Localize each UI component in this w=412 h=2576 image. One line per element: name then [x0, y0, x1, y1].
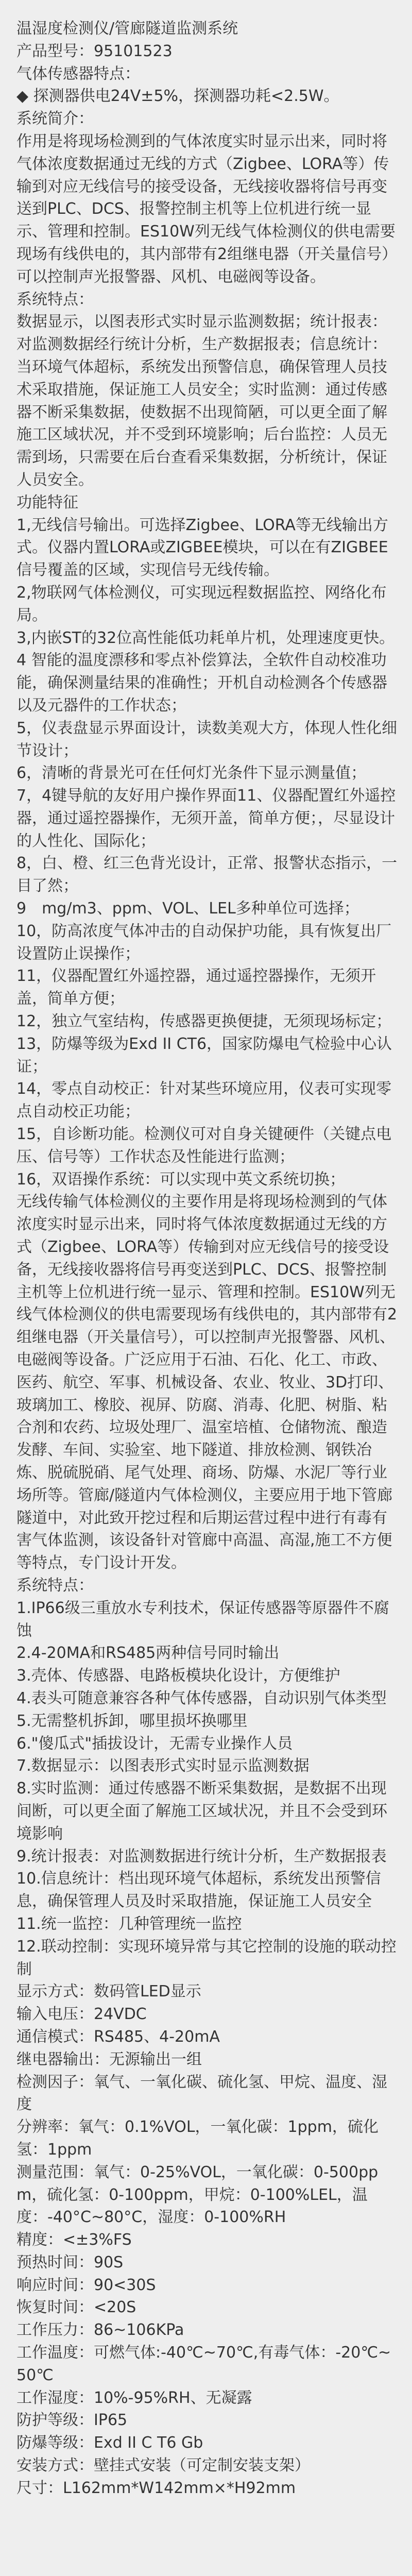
paragraph-37: 10.信息统计：档出现环境气体超标，系统发出预警信息，确保管理人员及时采取措施，保证施工人员安全: [16, 1870, 381, 1911]
paragraph-27: 系统特点：: [16, 1576, 94, 1595]
paragraph-57: 尺寸：L162mm*W142mm×*H92mm: [16, 2479, 296, 2497]
paragraph-3: 气体传感器特点：: [16, 64, 140, 83]
paragraph-22: 13，防爆等级为Exd II CT6，国家防爆电气检验中心认证；: [16, 1035, 392, 1076]
paragraph-46: 测量范围：氧气：0-25%VOL，一氧化碳：0-500ppm，硫化氢：0-100ppm，甲烷：0-100%LEL，温度：-40°C~80°C，湿度：0-100%RH: [16, 2163, 379, 2227]
paragraph-28: 1.IP66级三重放水专利技术，保证传感器等原器件不腐蚀: [16, 1599, 389, 1640]
paragraph-30: 3.壳体、传感器、电路板模块化设计，方便维护: [16, 1667, 340, 1685]
paragraph-5: 系统简介：: [16, 110, 94, 128]
paragraph-10: 1,无线信号输出。可选择Zigbee、LORA等无线输出方式。仪器内置LORA或ZIGBEE模块，可以在有ZIGBEE信号覆盖的区域，实现信号无线传输。: [16, 516, 388, 580]
paragraph-51: 工作压力：86~106KPa: [16, 2321, 184, 2340]
paragraph-33: 6."傻瓜式"插拔设计，无需专业操作人员: [16, 1734, 293, 1753]
paragraph-7: 系统特点：: [16, 290, 94, 309]
paragraph-25: 16，双语操作系统：可以实现中英文系统切换；: [16, 1170, 346, 1189]
paragraph-36: 9.统计报表：对监测数据进行统计分析，生产数据报表: [16, 1847, 387, 1866]
paragraph-11: 2,物联网气体检测仪，可实现远程数据监控、网络化布局。: [16, 583, 387, 624]
paragraph-15: 6，清晰的背景光可在任何灯光条件下显示测量值；: [16, 764, 367, 783]
paragraph-9: 功能特征: [16, 493, 78, 512]
paragraph-18: 9 mg/m3、ppm、VOL、LEL多种单位可选择；: [16, 900, 359, 918]
paragraph-56: 安装方式：壁挂式安装（可定制安装支架）: [16, 2456, 310, 2475]
paragraph-1: 温湿度检测仪/管廊隧道监测系统: [16, 20, 238, 38]
paragraph-29: 2.4-20MA和RS485两种信号同时输出: [16, 1644, 280, 1663]
paragraph-45: 分辨率：氧气：0.1%VOL，一氧化碳：1ppm，硫化氢：1ppm: [16, 2118, 379, 2159]
paragraph-26: 无线传输气体检测仪的主要作用是将现场检测到的气体浓度实时显示出来，同时将气体浓度数据通过无线的方式（Zigbee、LORA等）传输到对应无线信号的接受设备，无线接收器将信号再变送到PLC、DCS、报警控制主机等上位机进行统一显示、管理和控制。ES10W列无线气体检测仪的供电需要现场有线供电的，其内部带有2组继电器（开关量信号），可以控制声光报警器、风机、电磁阀等设备。广泛应用于石油、石化、化工、市政、医药、航空、军事、机械设备、农业、牧业、3D打印、玻璃加工、橡胶、视屏、防腐、消毒、化肥、树脂、粘合剂和农药、垃圾处理厂、温室培植、仓储物流、酿造发酵、车间、实验室、地下隧道、排放检测、钢铁冶炼、脱硫脱硝、尾气处理、商场、防爆、水泥厂等行业场所等。管廊/隧道内气体检测仪，主要应用于地下管廊隧道中，对此致开挖过程和后期运营过程中进行有毒有害气体监测，该设备针对管廊中高温、高湿,施工不方便等特点，专门设计开发。: [16, 1193, 398, 1572]
paragraph-50: 恢复时间：<20S: [16, 2298, 136, 2317]
paragraph-41: 输入电压：24VDC: [16, 2005, 147, 2024]
paragraph-13: 4 智能的温度漂移和零点补偿算法，全软件自动校准功能，确保测量结果的准确性；开机自动检测各个传感器以及元器件的工作状态；: [16, 651, 387, 715]
paragraph-55: 防爆等级：Exd II C T6 Gb: [16, 2434, 203, 2452]
paragraph-49: 响应时间：90<30S: [16, 2276, 156, 2294]
paragraph-54: 防护等级：IP65: [16, 2411, 128, 2430]
paragraph-24: 15，自诊断功能。检测仪可对自身关键硬件（关键点电压、信号等）工作状态及性能进行监测；: [16, 1125, 392, 1166]
paragraph-43: 继电器输出：无源输出一组: [16, 2050, 202, 2069]
paragraph-39: 12.联动控制：实现环境异常与其它控制的设施的联动控制: [16, 1937, 397, 1978]
paragraph-16: 7，4键导航的友好用户操作界面11、仪器配置红外遥控器，通过遥控器操作，无须开盖，简单方便；，尽显设计的人性化、国际化；: [16, 787, 396, 850]
paragraph-31: 4.表头可随意兼容各种气体传感器，自动识别气体类型: [16, 1689, 387, 1707]
paragraph-32: 5.无需整机拆卸，哪里损坏换哪里: [16, 1711, 248, 1730]
paragraph-6: 作用是将现场检测到的气体浓度实时显示出来，同时将气体浓度数据通过无线的方式（Zigbee、LORA等）传输到对应无线信号的接受设备，无线接收器将信号再变送到PLC、DCS、报警控制主机等上位机进行统一显示、管理和控制。ES10W列无线气体检测仪的供电需要现场有线供电的，其内部带有2组继电器（开关量信号）可以控制声光报警器、风机、电磁阀等设备。: [16, 132, 398, 286]
paragraph-4: ◆ 探测器供电24V±5%，探测器功耗<2.5W。: [16, 87, 339, 106]
paragraph-2: 产品型号：95101523: [16, 42, 173, 60]
paragraph-8: 数据显示，以图表形式实时显示监测数据；统计报表：对监测数据经行统计分析，生产数据报表；信息统计：当环境气体超标，系统发出预警信息，确保管理人员技术采取措施，保证施工人员安全；实时监测：通过传感器不断采集数据，使数据不出现简陋，可以更全面了解施工区域状况，并不受到环境影响；后台监控：人员无需到场，只需要在后台查看采集数据，分析统计，保证人员安全。: [16, 313, 387, 489]
paragraph-17: 8，白、橙、红三色背光设计，正常、报警状态指示，一目了然；: [16, 854, 398, 895]
paragraph-34: 7.数据显示：以图表形式实时显示监测数据: [16, 1757, 310, 1775]
paragraph-48: 预热时间：90S: [16, 2253, 124, 2272]
paragraph-14: 5，仪表盘显示界面设计，读数美观大方，体现人性化细节设计；: [16, 719, 398, 760]
paragraph-21: 12，独立气室结构，传感器更换便捷，无须现场标定；: [16, 1012, 392, 1031]
paragraph-35: 8.实时监测：通过传感器不断采集数据，是数据不出现间断，可以更全面了解施工区域状况，并且不会受到环境影响: [16, 1780, 387, 1843]
paragraph-20: 11，仪器配置红外遥控器，通过遥控器操作，无须开盖，简单方便；: [16, 967, 376, 1008]
paragraph-12: 3,内嵌ST的32位高性能低功耗单片机，处理速度更快。: [16, 629, 395, 647]
paragraph-40: 显示方式：数码管LED显示: [16, 1982, 201, 2001]
paragraph-19: 10，防高浓度气体冲击的自动保护功能，具有恢复出厂设置防止误操作；: [16, 922, 392, 963]
paragraph-38: 11.统一监控：几种管理统一监控: [16, 1914, 242, 1933]
paragraph-44: 检测因子：氧气、一氧化碳、硫化氢、甲烷、温度、湿度: [16, 2073, 387, 2114]
paragraph-52: 工作温度：可燃气体:-40℃~70℃,有毒气体：-20℃~50℃: [16, 2344, 391, 2384]
paragraph-42: 通信模式：RS485、4-20mA: [16, 2027, 220, 2046]
paragraph-53: 工作湿度：10%-95%RH、无凝露: [16, 2388, 252, 2407]
paragraph-47: 精度：<±3%FS: [16, 2231, 132, 2249]
paragraph-23: 14，零点自动校正：针对某些环境应用，仪表可实现零点自动校正功能；: [16, 1080, 392, 1121]
